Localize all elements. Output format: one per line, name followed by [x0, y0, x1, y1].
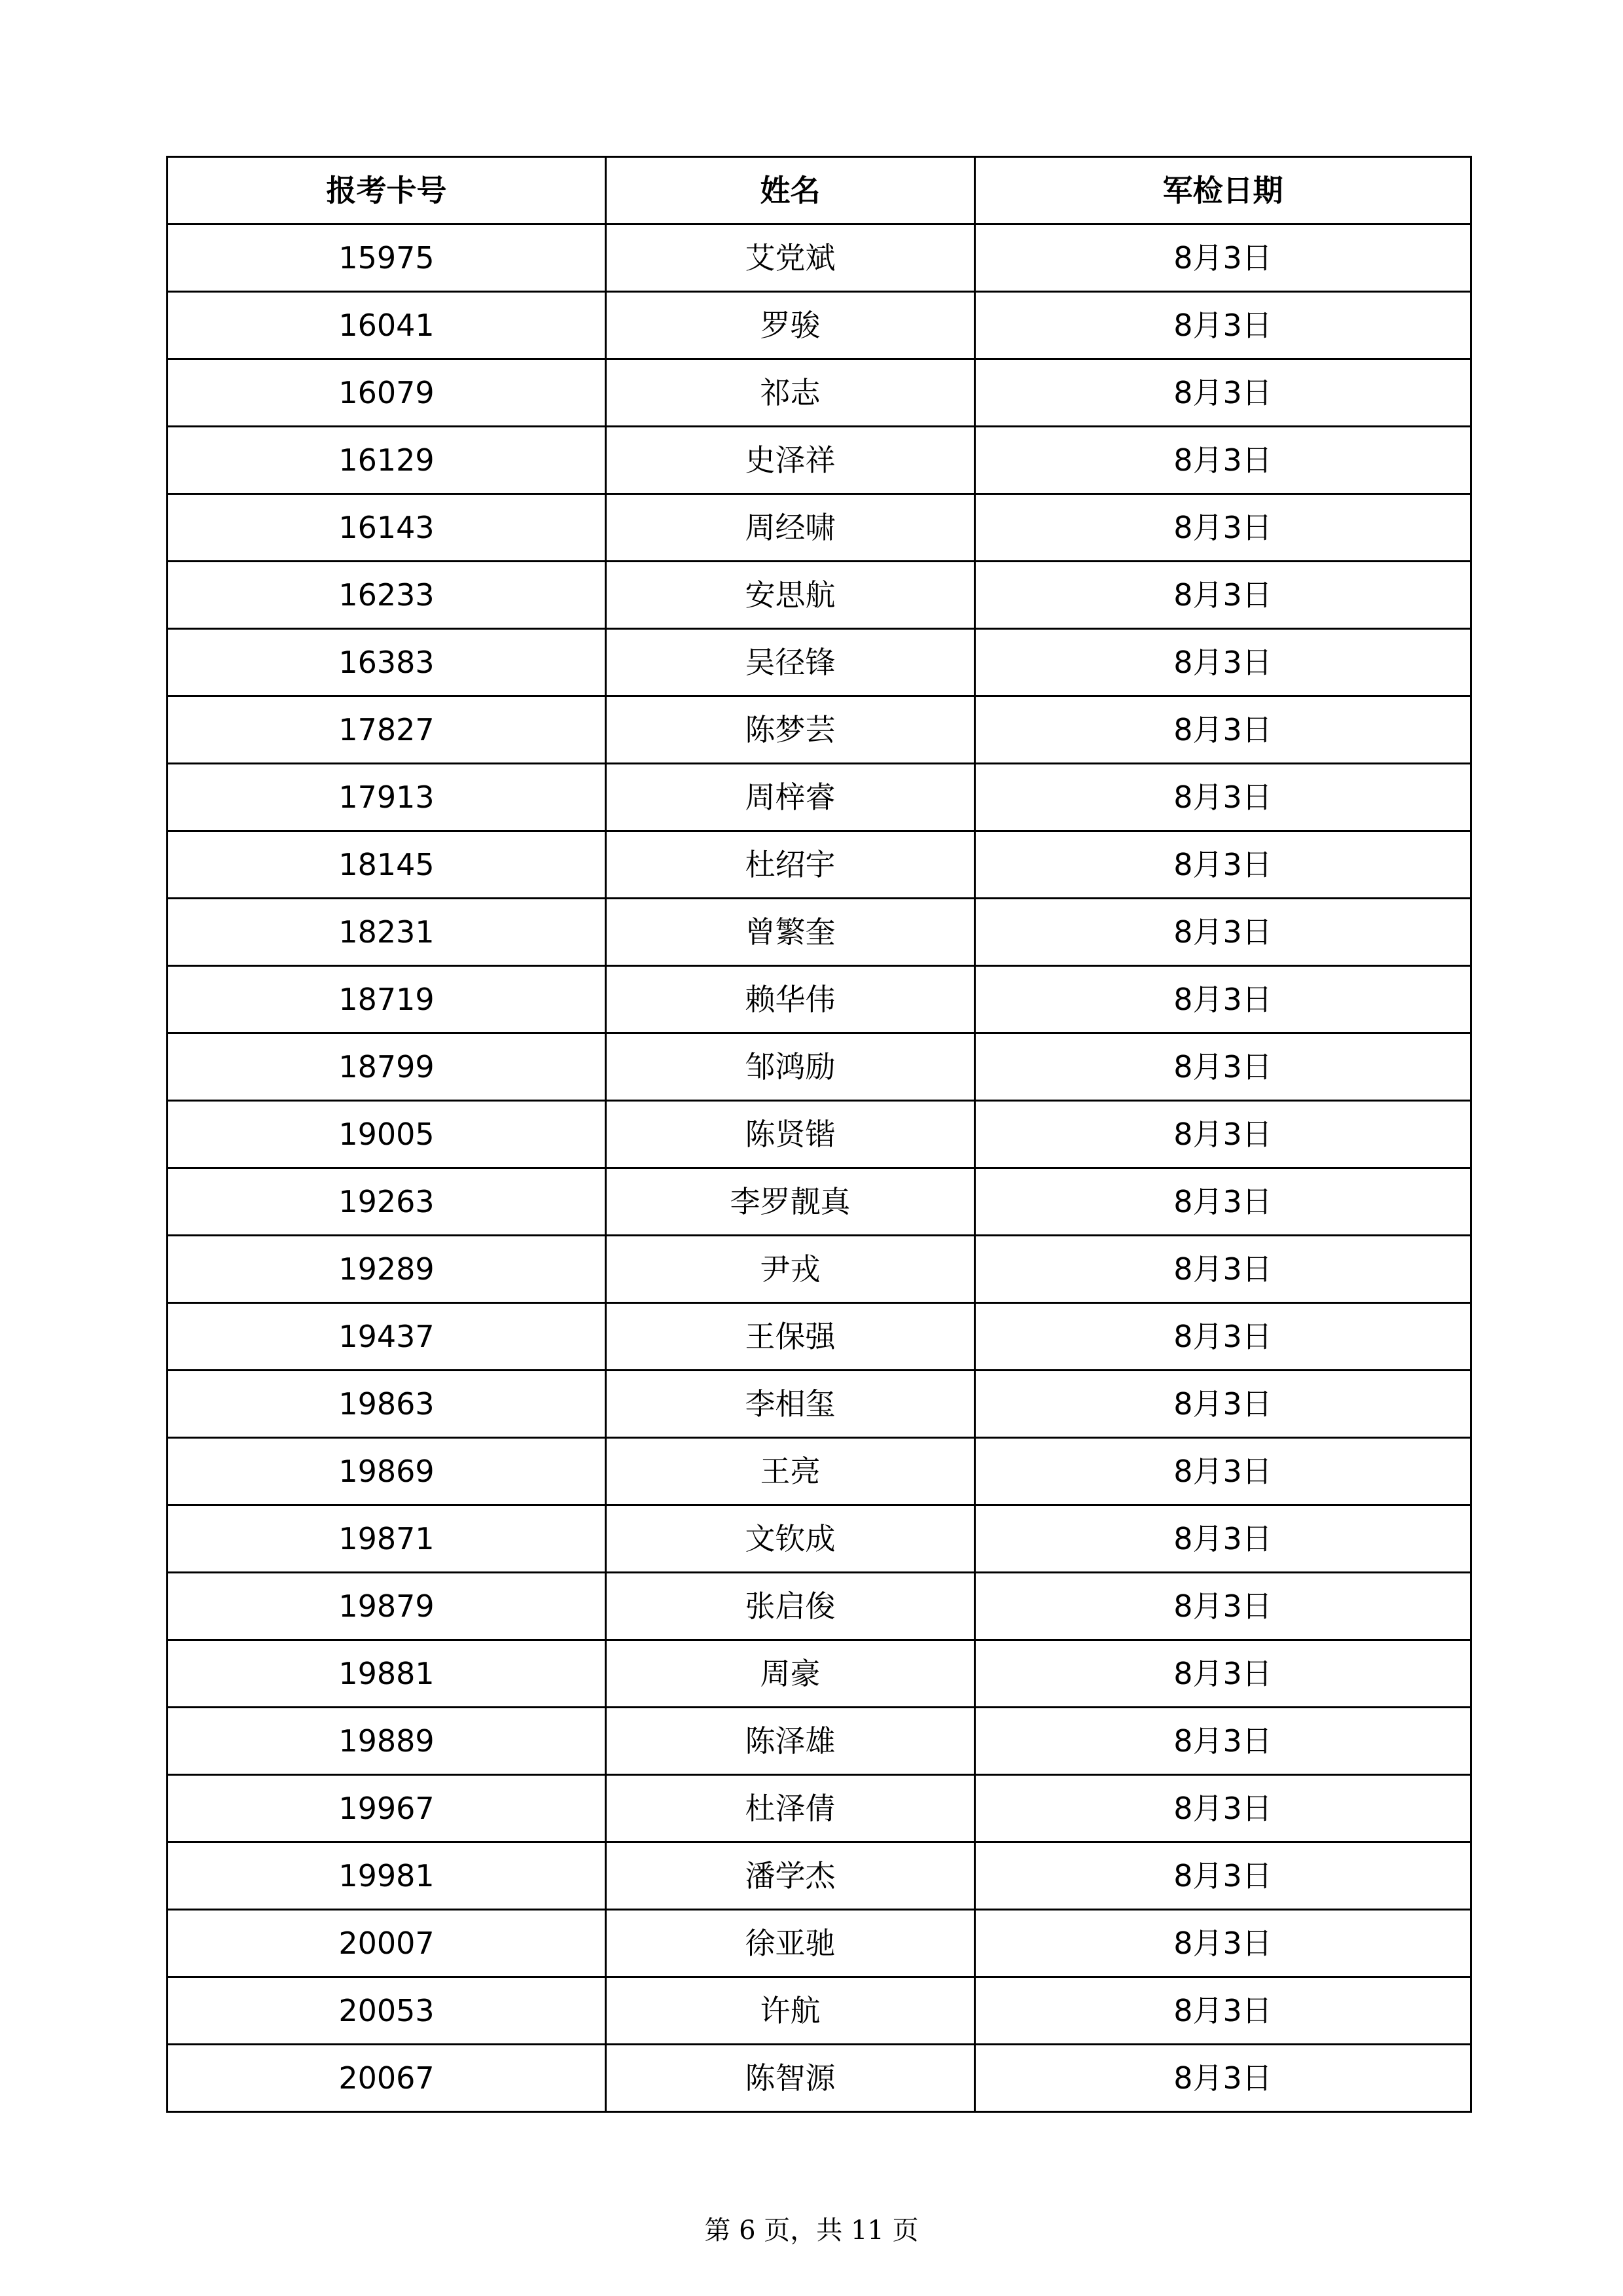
cell-card-number: 18719: [168, 966, 606, 1033]
table-row: [168, 1371, 1471, 1438]
cell-name: 文钦成: [606, 1505, 975, 1573]
cell-card-number: 19863: [168, 1371, 606, 1438]
cell-exam-date: 8月3日: [975, 359, 1471, 427]
header-card-number: 报考卡号: [168, 157, 606, 224]
cell-card-number: 19879: [168, 1573, 606, 1640]
cell-exam-date: 8月3日: [975, 1236, 1471, 1303]
cell-card-number: 16041: [168, 292, 606, 359]
cell-exam-date: 8月3日: [975, 1303, 1471, 1371]
cell-name: 张启俊: [606, 1573, 975, 1640]
cell-exam-date: 8月3日: [975, 224, 1471, 292]
cell-card-number: 19871: [168, 1505, 606, 1573]
cell-exam-date: 8月3日: [975, 1640, 1471, 1708]
cell-exam-date: 8月3日: [975, 1033, 1471, 1101]
cell-name: 赖华伟: [606, 966, 975, 1033]
cell-card-number: 19869: [168, 1438, 606, 1505]
cell-name: 潘学杰: [606, 1842, 975, 1910]
table-row: [168, 494, 1471, 562]
cell-exam-date: 8月3日: [975, 494, 1471, 562]
cell-card-number: 18145: [168, 831, 606, 899]
cell-name: 周豪: [606, 1640, 975, 1708]
table-row: [168, 831, 1471, 899]
cell-card-number: 19889: [168, 1708, 606, 1775]
cell-card-number: 16233: [168, 562, 606, 629]
page-number-footer: 第 6 页，共 11 页: [704, 2215, 919, 2246]
cell-card-number: 19881: [168, 1640, 606, 1708]
table-row: [168, 629, 1471, 696]
cell-exam-date: 8月3日: [975, 1168, 1471, 1236]
cell-exam-date: 8月3日: [975, 1438, 1471, 1505]
table-row: [168, 966, 1471, 1033]
table-row: [168, 1033, 1471, 1101]
cell-exam-date: 8月3日: [975, 1505, 1471, 1573]
table-row: [168, 1910, 1471, 1977]
table-row: [168, 1505, 1471, 1573]
cell-name: 罗骏: [606, 292, 975, 359]
cell-exam-date: 8月3日: [975, 966, 1471, 1033]
cell-exam-date: 8月3日: [975, 292, 1471, 359]
table-row: [168, 2045, 1471, 2112]
cell-exam-date: 8月3日: [975, 831, 1471, 899]
cell-exam-date: 8月3日: [975, 629, 1471, 696]
cell-name: 安思航: [606, 562, 975, 629]
table-row: [168, 1842, 1471, 1910]
table-row: [168, 899, 1471, 966]
cell-name: 李相玺: [606, 1371, 975, 1438]
cell-card-number: 16129: [168, 427, 606, 494]
cell-exam-date: 8月3日: [975, 764, 1471, 831]
cell-name: 史泽祥: [606, 427, 975, 494]
cell-name: 尹戎: [606, 1236, 975, 1303]
cell-exam-date: 8月3日: [975, 1708, 1471, 1775]
cell-name: 吴径锋: [606, 629, 975, 696]
header-name: 姓名: [606, 157, 975, 224]
cell-card-number: 18231: [168, 899, 606, 966]
table-row: [168, 1438, 1471, 1505]
table-row: [168, 1101, 1471, 1168]
table-row: [168, 764, 1471, 831]
table-row: [168, 359, 1471, 427]
table-row: [168, 427, 1471, 494]
table-row: [168, 1775, 1471, 1842]
cell-card-number: 16079: [168, 359, 606, 427]
cell-exam-date: 8月3日: [975, 1775, 1471, 1842]
table-row: [168, 292, 1471, 359]
cell-name: 周梓睿: [606, 764, 975, 831]
cell-name: 曾繁奎: [606, 899, 975, 966]
cell-card-number: 18799: [168, 1033, 606, 1101]
cell-name: 王亮: [606, 1438, 975, 1505]
cell-card-number: 19263: [168, 1168, 606, 1236]
cell-exam-date: 8月3日: [975, 1910, 1471, 1977]
table-row: [168, 1168, 1471, 1236]
table-row: [168, 1303, 1471, 1371]
table-row: [168, 696, 1471, 764]
cell-name: 邹鸿励: [606, 1033, 975, 1101]
cell-name: 杜泽倩: [606, 1775, 975, 1842]
cell-exam-date: 8月3日: [975, 562, 1471, 629]
table-row: [168, 1977, 1471, 2045]
table-row: [168, 562, 1471, 629]
cell-card-number: 15975: [168, 224, 606, 292]
cell-exam-date: 8月3日: [975, 1977, 1471, 2045]
cell-card-number: 17827: [168, 696, 606, 764]
cell-card-number: 19967: [168, 1775, 606, 1842]
cell-card-number: 20067: [168, 2045, 606, 2112]
cell-card-number: 20053: [168, 1977, 606, 2045]
cell-name: 周经啸: [606, 494, 975, 562]
cell-card-number: 19005: [168, 1101, 606, 1168]
cell-name: 许航: [606, 1977, 975, 2045]
cell-name: 陈梦芸: [606, 696, 975, 764]
cell-name: 陈泽雄: [606, 1708, 975, 1775]
cell-exam-date: 8月3日: [975, 2045, 1471, 2112]
roster-table: [166, 156, 1472, 2113]
cell-name: 陈智源: [606, 2045, 975, 2112]
cell-card-number: 20007: [168, 1910, 606, 1977]
cell-name: 祁志: [606, 359, 975, 427]
cell-name: 李罗靓真: [606, 1168, 975, 1236]
cell-name: 艾党斌: [606, 224, 975, 292]
table-row: [168, 1236, 1471, 1303]
cell-exam-date: 8月3日: [975, 899, 1471, 966]
cell-name: 陈贤锴: [606, 1101, 975, 1168]
table-row: [168, 1640, 1471, 1708]
cell-name: 徐亚驰: [606, 1910, 975, 1977]
cell-exam-date: 8月3日: [975, 427, 1471, 494]
table-row: [168, 1573, 1471, 1640]
table-row: [168, 1708, 1471, 1775]
cell-card-number: 19981: [168, 1842, 606, 1910]
table-body: [168, 224, 1471, 2112]
cell-name: 杜绍宇: [606, 831, 975, 899]
cell-exam-date: 8月3日: [975, 696, 1471, 764]
cell-exam-date: 8月3日: [975, 1573, 1471, 1640]
cell-card-number: 19437: [168, 1303, 606, 1371]
cell-exam-date: 8月3日: [975, 1842, 1471, 1910]
cell-card-number: 17913: [168, 764, 606, 831]
cell-exam-date: 8月3日: [975, 1371, 1471, 1438]
cell-name: 王保强: [606, 1303, 975, 1371]
cell-card-number: 16143: [168, 494, 606, 562]
table-row: [168, 224, 1471, 292]
header-row: [168, 157, 1471, 224]
header-exam-date: 军检日期: [975, 157, 1471, 224]
cell-exam-date: 8月3日: [975, 1101, 1471, 1168]
cell-card-number: 19289: [168, 1236, 606, 1303]
table-header: [168, 157, 1471, 224]
cell-card-number: 16383: [168, 629, 606, 696]
